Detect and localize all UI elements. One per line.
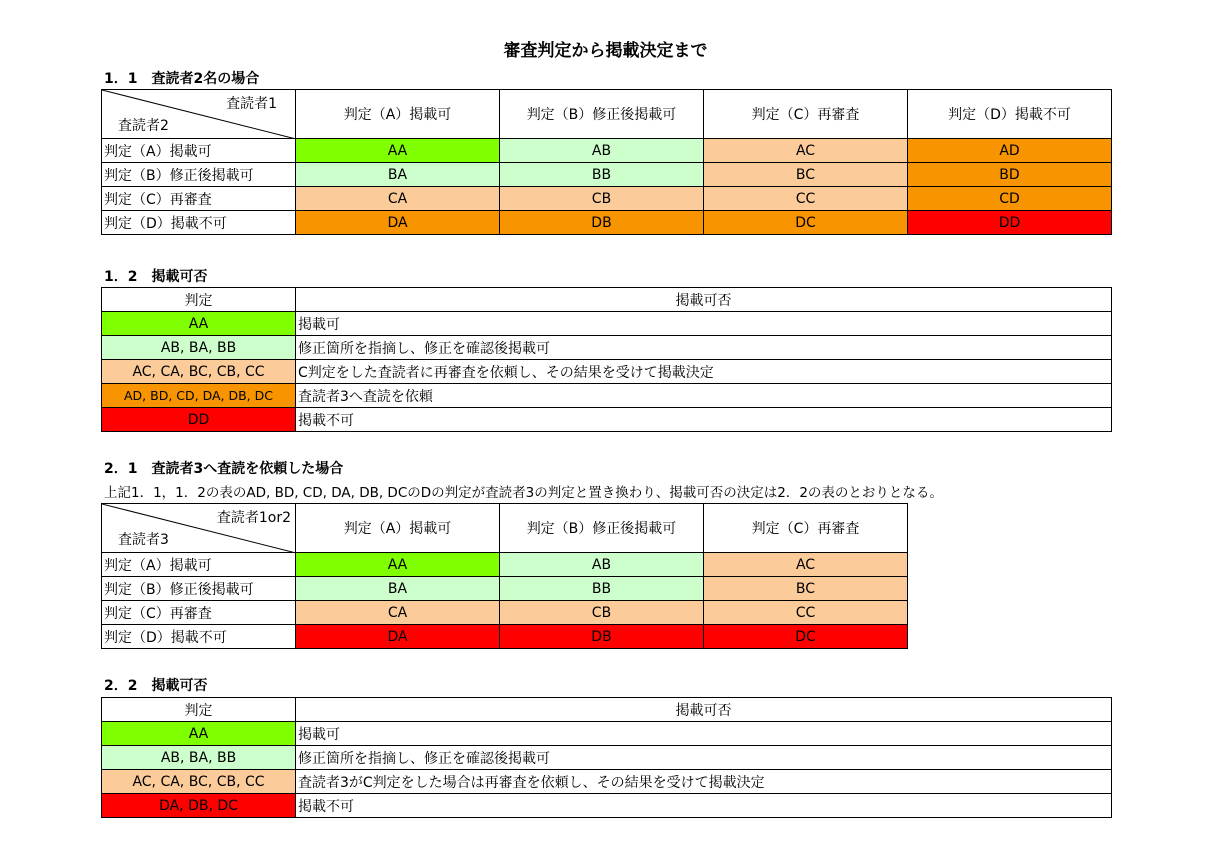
column-header: 掲載可否 [296,288,1112,312]
row-label: 判定（A）掲載可 [102,553,296,577]
result-cell: 掲載可 [296,722,1112,746]
matrix-corner-cell [102,90,296,139]
decision-row [102,360,1112,384]
matrix-table-reviewer-3 [101,503,908,649]
judgement-cell: AC, CA, BC, CB, CC [102,770,296,794]
matrix-row [102,601,908,625]
corner-label-bottom: 査読者2 [118,118,169,134]
decision-row [102,746,1112,770]
row-label: 判定（D）掲載不可 [102,625,296,649]
result-cell: 掲載不可 [296,408,1112,432]
matrix-cell: CC [704,187,908,211]
judgement-cell: AC, CA, BC, CB, CC [102,360,296,384]
section-heading-1-1: 1．1 査読者2名の場合 [104,71,260,87]
judgement-cell: AA [102,722,296,746]
decision-row [102,722,1112,746]
matrix-cell: BD [908,163,1112,187]
section-note: 上記1．1，1．2の表のAD, BD, CD, DA, DB, DCのDの判定が査読者3の判定と置き換わり、掲載可否の決定は2．2の表のとおりとなる。 [104,485,943,501]
result-cell: 掲載可 [296,312,1112,336]
matrix-cell: BA [296,163,500,187]
column-header: 判定（A）掲載可 [296,90,500,139]
section-heading-1-2: 1．2 掲載可否 [104,269,208,285]
decision-header-row [102,288,1112,312]
row-label: 判定（C）再審査 [102,601,296,625]
matrix-cell: BB [500,163,704,187]
matrix-cell: AA [296,553,500,577]
decision-row [102,384,1112,408]
matrix-cell: DB [500,211,704,235]
column-header: 判定（D）掲載不可 [908,90,1112,139]
result-cell: 掲載不可 [296,794,1112,818]
matrix-row [102,139,1112,163]
matrix-cell: AB [500,553,704,577]
matrix-cell: DB [500,625,704,649]
matrix-cell: AC [704,553,908,577]
decision-row [102,770,1112,794]
matrix-cell: DC [704,625,908,649]
judgement-cell: AA [102,312,296,336]
section-heading-2-2: 2．2 掲載可否 [104,678,208,694]
row-label: 判定（B）修正後掲載可 [102,163,296,187]
matrix-cell: DA [296,625,500,649]
matrix-cell: DD [908,211,1112,235]
matrix-header-row [102,504,908,553]
matrix-cell: BB [500,577,704,601]
corner-label-bottom: 査読者3 [118,532,169,548]
matrix-table-reviewers-1-2 [101,89,1112,235]
row-label: 判定（D）掲載不可 [102,211,296,235]
matrix-cell: BC [704,577,908,601]
matrix-cell: CC [704,601,908,625]
matrix-cell: CD [908,187,1112,211]
matrix-cell: AC [704,139,908,163]
judgement-cell: DA, DB, DC [102,794,296,818]
judgement-cell: AB, BA, BB [102,746,296,770]
matrix-row [102,625,908,649]
matrix-cell: DA [296,211,500,235]
column-header: 判定（B）修正後掲載可 [500,90,704,139]
decision-row [102,336,1112,360]
matrix-cell: BC [704,163,908,187]
matrix-row [102,211,1112,235]
matrix-row [102,577,908,601]
column-header: 判定（C）再審査 [704,504,908,553]
matrix-cell: BA [296,577,500,601]
row-label: 判定（A）掲載可 [102,139,296,163]
result-cell: 修正箇所を指摘し、修正を確認後掲載可 [296,336,1112,360]
matrix-cell: CB [500,187,704,211]
matrix-cell: CB [500,601,704,625]
decision-table-2-2 [101,697,1112,818]
decision-table-1-2 [101,287,1112,432]
column-header: 掲載可否 [296,698,1112,722]
matrix-row [102,553,908,577]
judgement-cell: AB, BA, BB [102,336,296,360]
decision-row [102,408,1112,432]
result-cell: 修正箇所を指摘し、修正を確認後掲載可 [296,746,1112,770]
corner-label-top: 査読者1 [226,96,277,112]
decision-row [102,794,1112,818]
column-header: 判定 [102,698,296,722]
matrix-cell: DC [704,211,908,235]
matrix-cell: AA [296,139,500,163]
matrix-cell: CA [296,601,500,625]
section-heading-2-1: 2．1 査読者3へ査読を依頼した場合 [104,461,344,477]
decision-header-row [102,698,1112,722]
result-cell: 査読者3へ査読を依頼 [296,384,1112,408]
column-header: 判定（B）修正後掲載可 [500,504,704,553]
corner-label-top: 査読者1or2 [216,510,291,526]
column-header: 判定（A）掲載可 [296,504,500,553]
matrix-row [102,187,1112,211]
matrix-row [102,163,1112,187]
column-header: 判定 [102,288,296,312]
row-label: 判定（C）再審査 [102,187,296,211]
decision-row [102,312,1112,336]
matrix-cell: AD [908,139,1112,163]
page-title: 審査判定から掲載決定まで [503,41,708,61]
judgement-cell: AD, BD, CD, DA, DB, DC [102,384,296,408]
column-header: 判定（C）再審査 [704,90,908,139]
result-cell: C判定をした査読者に再審査を依頼し、その結果を受けて掲載決定 [296,360,1112,384]
matrix-cell: AB [500,139,704,163]
judgement-cell: DD [102,408,296,432]
row-label: 判定（B）修正後掲載可 [102,577,296,601]
matrix-header-row [102,90,1112,139]
matrix-cell: CA [296,187,500,211]
result-cell: 査読者3がC判定をした場合は再審査を依頼し、その結果を受けて掲載決定 [296,770,1112,794]
matrix-corner-cell [102,504,296,553]
